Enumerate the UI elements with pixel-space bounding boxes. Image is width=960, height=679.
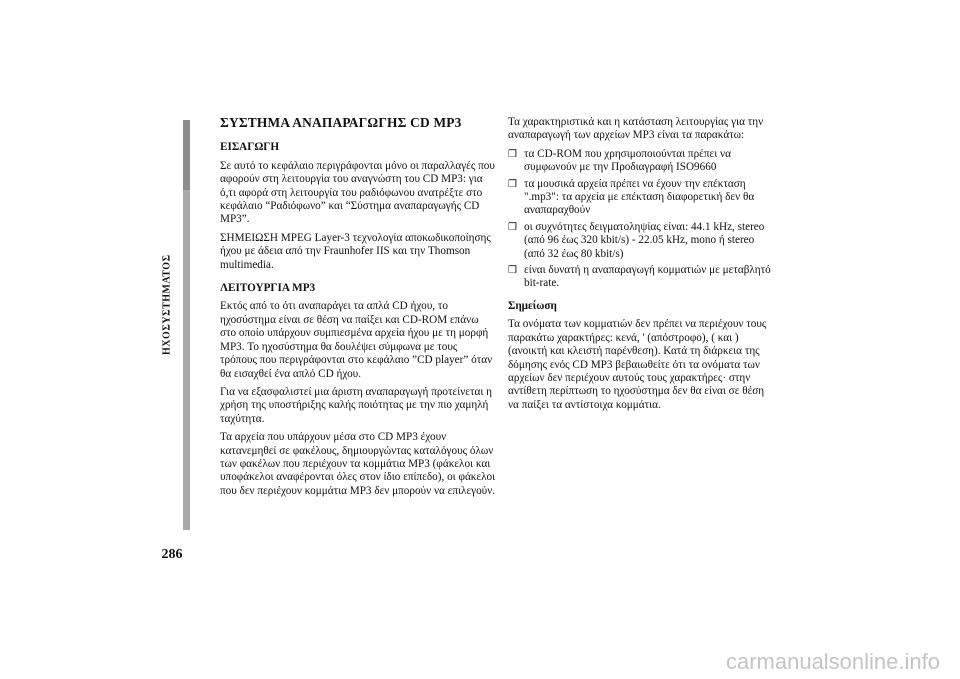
checkbox-bullet-icon: ❒: [508, 265, 517, 277]
list-item-text: οι συχνότητες δειγματοληψίας είναι: 44.1 kHz, stereo (από 96 έως 320 kbit/s) - 22.05 kHz, mono ή stereo (από 32 έως 80 kbit/s): [524, 220, 765, 260]
list-item: [508, 221, 776, 261]
function-paragraph-2: Για να εξασφαλιστεί μια άριστη αναπαραγωγή προτείνεται η χρήση της υποστήριξης καλής ποιότητας με την πιο χαμηλή ταχύτητα.: [220, 385, 492, 425]
page-title: ΣΥΣΤΗΜΑ ΑΝΑΠΑΡΑΓΩΓΗΣ CD MP3: [220, 115, 462, 130]
list-item-text: τα μουσικά αρχεία πρέπει να έχουν την επέκταση ".mp3": τα αρχεία με επέκταση διαφορετική δεν θα αναπαραχθούν: [524, 177, 755, 217]
watermark: carmanualsonline.info: [725, 649, 940, 674]
sidebar-section-title: ΗΧΟΣΥΣΤΗΜΑΤΟΣ: [161, 254, 173, 356]
intro-heading: ΕΙΣΑΓΩΓΗ: [220, 141, 280, 154]
left-column: [220, 116, 496, 503]
intro-paragraph-2: ΣΗΜΕΙΩΣΗ MPEG Layer-3 τεχνολογία αποκωδικοποίησης ήχου με άδεια από την Fraunhofer IIS και την Thomson multimedia.: [220, 231, 491, 271]
note-text: Τα ονόματα των κομματιών δεν πρέπει να περιέχουν τους παρακάτω χαρακτήρες: κενά, ' (απόστροφο), ( και ) (ανοικτή και κλειστή παρένθεση). Κατά τη διάρκεια της δόμησης ενός CD MP3 βεβαιωθείτε ότι τα ονόματα των αρχείων δεν περιέχουν αυτούς τους χαρακτήρες· στην αντίθετη περίπτωση το ηχοσύστημα δεν θα είναι σε θέση να παίξει τα αντίστοιχα κομμάτια.: [508, 318, 767, 411]
list-item: [508, 148, 776, 175]
function-paragraph-1: Εκτός από το ότι αναπαράγει τα απλά CD ήχου, το ηχοσύστημα είναι σε θέση να παίξει και CD-ROM επάνω στο οποίο υπάρχουν συμπιεσμένα αρχεία ήχου με τη μορφή MP3. Το ηχοσύστημα θα δουλέψει σύμφωνα με τους τρόπους που περιγράφονται στο κεφάλαιο ”CD player” όταν θα εισαχθεί ένα απλό CD ήχου.: [220, 300, 493, 380]
list-item-text: είναι δυνατή η αναπαραγωγή κομματιών με μεταβλητό bit-rate.: [524, 264, 771, 290]
list-item-text: τα CD-ROM που χρησιμοποιούνται πρέπει να συμφωνούν με την Προδιαγραφή ISO9660: [524, 147, 731, 174]
function-paragraph-3: Τα αρχεία που υπάρχουν μέσα στο CD MP3 έχουν κατανεμηθεί σε φακέλους, δημιουργώντας καταλόγους όλων των φακέλων που περιέχουν τα κομμάτια MP3 (φάκελοι και υποφάκελοι αναφέρονται όλες στον ίδιο επίπεδο), οι φάκελοι που δεν περιέχουν κομμάτια MP3 δεν μπορούν να επιλεγούν.: [220, 431, 496, 497]
note-heading: Σημείωση: [508, 299, 557, 312]
function-heading: ΛΕΙΤΟΥΡΓΙΑ MP3: [220, 282, 316, 295]
checkbox-bullet-icon: ❒: [508, 178, 517, 190]
right-column: [508, 116, 776, 417]
page-number: 286: [161, 547, 183, 562]
intro-paragraph-1: Σε αυτό το κεφάλαιο περιγράφονται μόνο οι παραλλαγές που αφορούν στη λειτουργία του αναγνώστη του CD MP3: για ό,τι αφορά στη λειτουργία του ραδιόφωνου ανατρέξτε στο κεφάλαιο “Ραδιόφωνο” και “Σύστημα αναπαραγωγής CD MP3”.: [220, 159, 495, 226]
list-item: [508, 264, 776, 291]
checkbox-bullet-icon: ❒: [508, 148, 517, 160]
checkbox-bullet-icon: ❒: [508, 221, 517, 233]
sidebar-tab-marker: [183, 120, 190, 190]
list-item: [508, 178, 776, 218]
features-list: [508, 148, 776, 291]
features-intro: Τα χαρακτηριστικά και η κατάσταση λειτουργίας για την αναπαραγωγή των αρχείων MP3 είναι τα παρακάτω:: [508, 116, 764, 142]
